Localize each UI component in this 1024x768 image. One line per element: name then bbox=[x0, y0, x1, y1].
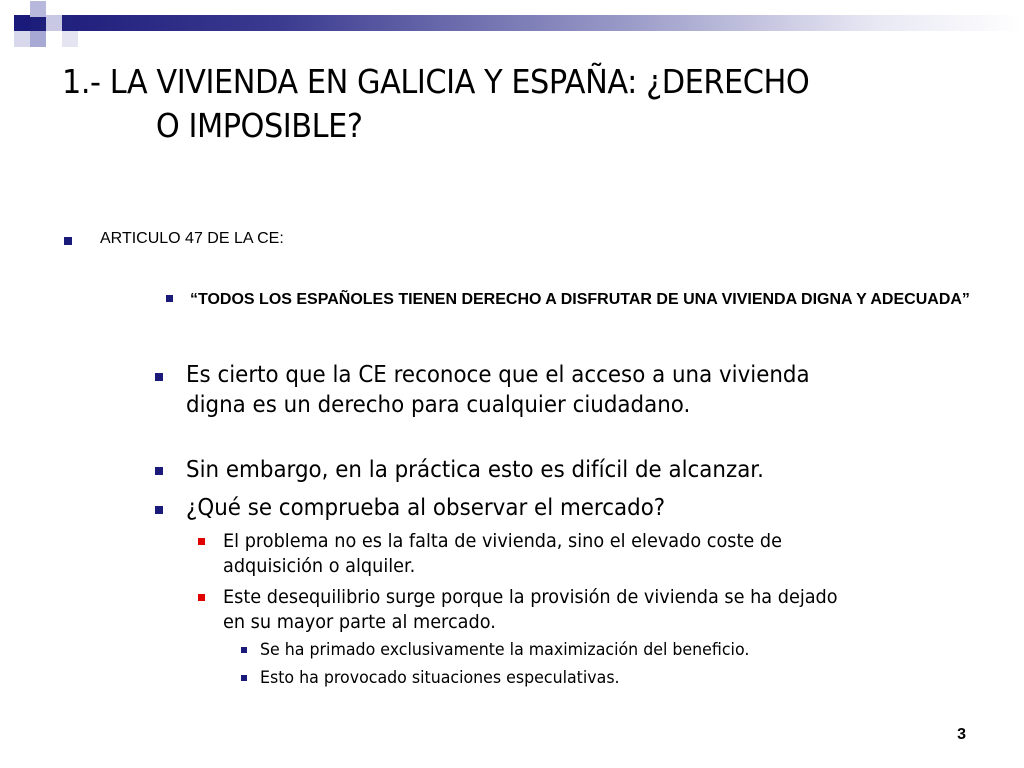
bullet-ce-reconoce: Es cierto que la CE reconoce que el acceso a una vivienda digna es un derecho para cualquier ciudadano. bbox=[186, 362, 810, 418]
bullet-square-red bbox=[198, 538, 205, 545]
page-number: 3 bbox=[957, 726, 966, 743]
bullet-square bbox=[155, 373, 163, 381]
articulo-label: ARTICULO 47 DE LA CE: bbox=[100, 230, 284, 247]
bullet-square bbox=[241, 675, 247, 681]
subsubbullet-beneficio: Se ha primado exclusivamente la maximización del beneficio. bbox=[260, 640, 750, 660]
deco-square-light bbox=[46, 15, 62, 31]
bullet-square bbox=[241, 647, 247, 653]
bullet-sin-embargo: Sin embargo, en la práctica esto es difícil de alcanzar. bbox=[186, 457, 764, 483]
slide-title bbox=[62, 60, 890, 148]
constitution-quote: “TODOS LOS ESPAÑOLES TIENEN DERECHO A DISFRUTAR DE UNA VIVIENDA DIGNA Y ADECUADA” bbox=[190, 291, 970, 308]
bullet-square bbox=[64, 237, 72, 245]
bullet-square-red bbox=[198, 594, 205, 601]
deco-square-light bbox=[30, 31, 46, 47]
deco-square-light bbox=[30, 1, 46, 17]
subbullet-problema: El problema no es la falta de vivienda, sino el elevado coste de adquisición o alquiler. bbox=[223, 530, 783, 577]
subbullet-desequilibrio: Este desequilibrio surge porque la provisión de vivienda se ha dejado en su mayor parte al mercado. bbox=[223, 586, 838, 633]
bullet-que-se-comprueba: ¿Qué se comprueba al observar el mercado? bbox=[186, 495, 666, 521]
deco-square-light bbox=[62, 31, 78, 47]
header-gradient-bar bbox=[28, 15, 1024, 31]
bullet-square bbox=[166, 295, 173, 302]
slide-title-line1: 1.- LA VIVIENDA EN GALICIA Y ESPAÑA: ¿DERECHO bbox=[62, 62, 810, 101]
deco-square-navy bbox=[14, 15, 30, 31]
subsubbullet-especulativas: Esto ha provocado situaciones especulativas. bbox=[260, 668, 620, 688]
bullet-square bbox=[155, 506, 163, 514]
deco-square-light bbox=[14, 31, 30, 47]
slide-title-line2: O IMPOSIBLE? bbox=[155, 106, 363, 145]
bullet-square bbox=[155, 467, 163, 475]
